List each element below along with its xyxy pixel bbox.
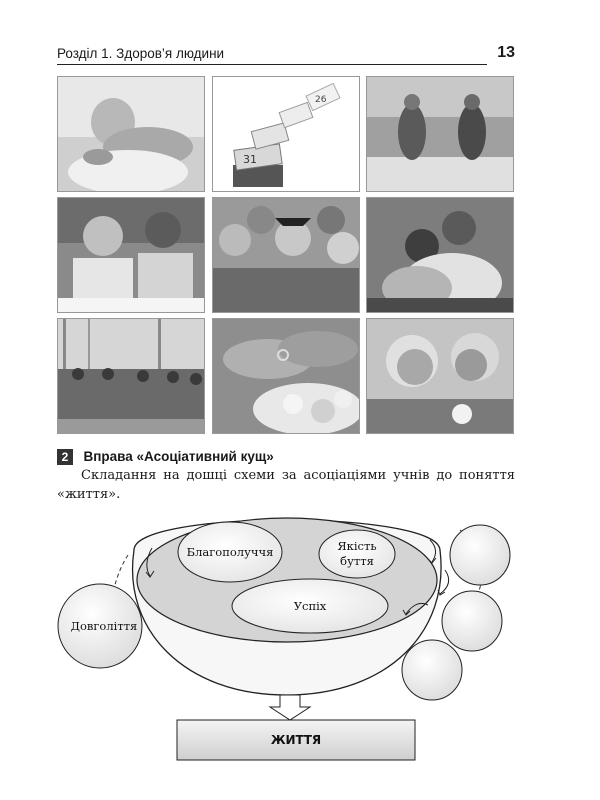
header-rule [57,64,487,65]
inner-oval-quality-line1: Якість [337,539,377,553]
exercise-heading [57,448,517,466]
right-circle-2 [442,591,502,651]
calendar-pages-photo [212,76,360,192]
family-beach-photo [366,76,514,192]
down-arrow-icon [270,695,310,720]
inner-oval-success-label: Успіх [293,599,327,613]
right-circle-3 [402,640,462,700]
young-couple-photo [366,197,514,313]
schoolchildren-photo [57,197,205,313]
svg-text:31: 31 [243,153,257,166]
exercise-number: 2 [57,449,73,465]
graduates-photo [212,197,360,313]
exercise-instruction: Складання на дошці схеми за асоціаціями учнів до поняття «життя». [57,468,515,502]
association-diagram [0,510,600,790]
inner-oval-wellbeing-label: Благополуччя [186,545,274,559]
newborn-baby-photo [57,76,205,192]
photo-grid [57,76,515,436]
section-title: Розділ 1. Здоров’я людини [57,46,225,61]
wedding-rings-photo [212,318,360,434]
inner-oval-quality-line2: буття [340,554,374,568]
page-header [57,44,515,66]
page-number: 13 [497,44,515,61]
left-circle-longevity-label: Довголіття [70,619,138,633]
exercise-title: Вправа «Асоціативний кущ» [83,449,274,465]
right-circle-1 [450,525,510,585]
soldiers-parade-photo [57,318,205,434]
life-box-label: ЖИТТЯ [270,733,322,747]
elderly-couple-photo [366,318,514,434]
svg-text:26: 26 [315,95,327,105]
